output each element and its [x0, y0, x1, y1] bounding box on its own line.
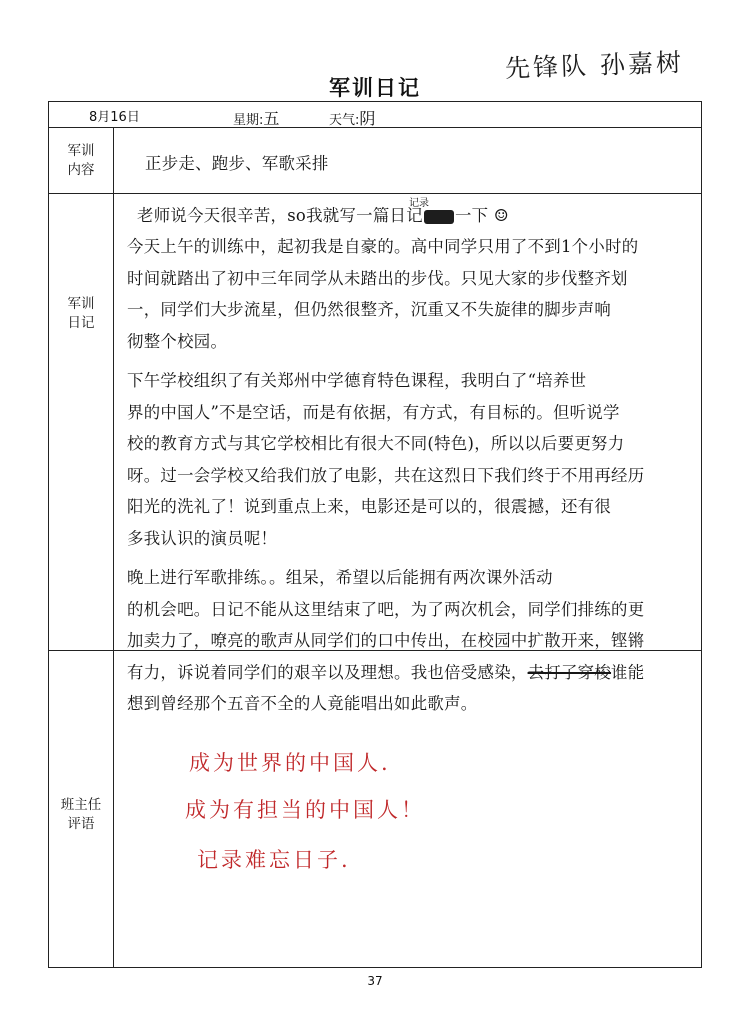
training-content-value: 正步走、跑步、军歌采排	[145, 154, 329, 173]
diary-line: 校的教育方式与其它学校相比有很大不同(特色)，所以以后要更努力	[127, 434, 625, 453]
diary-sheet	[48, 101, 702, 968]
diary-label: 军训 日记	[67, 296, 95, 331]
diary-line: 时间就踏出了初中三年同学从未踏出的步伐。只见大家的步伐整齐划	[127, 268, 628, 288]
teacher-comment-label: 班主任 评语	[60, 797, 102, 832]
diary-line: 有力，诉说着同学们的艰辛以及理想。我也倍受感染，去打了穿梭谁能	[127, 662, 645, 682]
diary-line: 界的中国人”不是空话，而是有依据，有方式，有目标的。但听说学	[127, 402, 620, 422]
weekday-value: 五	[263, 109, 280, 128]
inserted-word: 记录	[409, 198, 429, 209]
teacher-comment-line: 成为有担当的中国人！	[185, 798, 425, 822]
diary-line: 晚上进行军歌排练。。组呆，希望以后能拥有两次课外活动	[127, 568, 553, 587]
diary-line: 下午学校组织了有关郑州中学德育特色课程，我明白了“培养世	[127, 371, 587, 390]
weather-label: 天气:	[329, 113, 360, 128]
diary-line: 多我认识的演员呢！	[127, 528, 278, 548]
diary-line: 彻整个校园。	[127, 331, 228, 351]
divider	[49, 127, 701, 128]
weather	[329, 106, 375, 129]
diary-line: 加卖力了，嘹亮的歌声从同学们的口中传出，在校园中扩散开来，铿锵	[127, 631, 645, 650]
page-number: 37	[367, 974, 383, 988]
divider	[49, 193, 701, 194]
weather-value: 阴	[359, 109, 376, 128]
student-signature: 先锋队 孙嘉树	[504, 47, 685, 84]
diary-line: 今天上午的训练中，起初我是自豪的。高中同学只用了不到1个小时的	[127, 237, 639, 256]
smiley-icon: ☺	[493, 206, 509, 225]
diary-line: 的机会吧。日记不能从这里结束了吧，为了两次机会，同学们排练的更	[127, 599, 645, 619]
diary-line: 一，同学们大步流星，但仍然很整齐，沉重又不失旋律的脚步声响	[127, 300, 612, 319]
teacher-comment-line: 记录难忘日子.	[197, 848, 351, 872]
diary-body	[115, 231, 699, 720]
training-content-label: 军训 内容	[67, 143, 95, 178]
teacher-comment-line: 成为世界的中国人.	[189, 751, 391, 775]
weekday-label: 星期:	[233, 113, 264, 128]
diary-title-line: 老师说今天很辛苦，so我就写一篇日记 一下 ☺	[137, 206, 509, 225]
diary-line: 阳光的洗礼了！说到重点上来，电影还是可以的，很震撼，还有很	[127, 497, 612, 516]
page-title: 军训日记	[329, 76, 421, 100]
weekday	[233, 106, 279, 129]
date-value: 8月16日	[89, 110, 140, 125]
diary-line: 想到曾经那个五音不全的人竟能唱出如此歌声。	[127, 694, 478, 713]
label-column-divider	[113, 128, 114, 967]
diary-line: 呀。过一会学校又给我们放了电影，共在这烈日下我们终于不用再经历	[127, 465, 645, 485]
scribble-mark	[424, 210, 454, 224]
struck-text: 去打了穿梭	[527, 662, 612, 682]
